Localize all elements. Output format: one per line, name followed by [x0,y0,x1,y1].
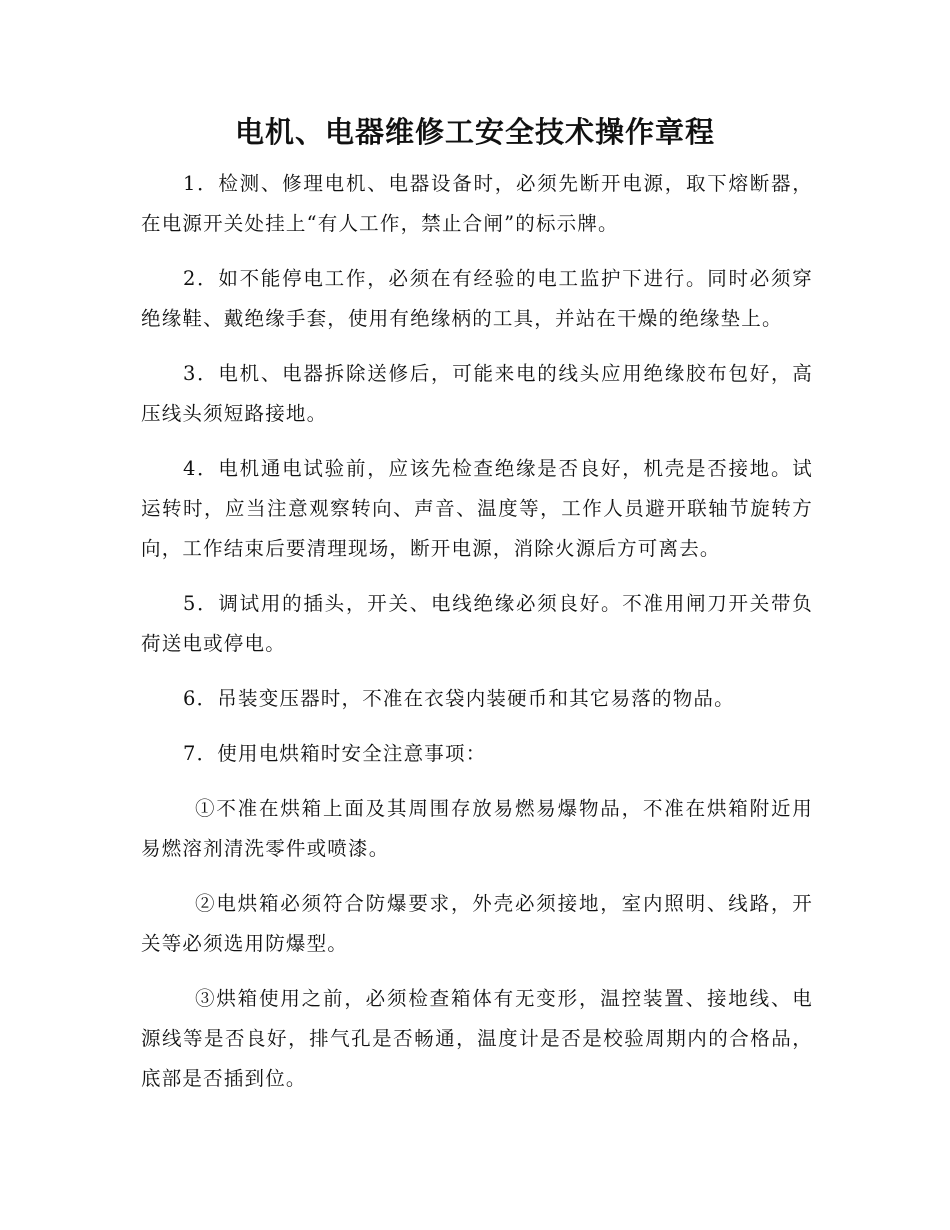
document-body [141,164,813,1114]
subitem-2: ②电烘箱必须符合防爆要求，外壳必须接地，室内照明、线路，开关等必须选用防爆型。 [141,892,813,955]
paragraph-3: 3．电机、电器拆除送修后，可能来电的线头应用绝缘胶布包好，高压线头须短路接地。 [141,362,813,425]
paragraph-4: 4．电机通电试验前，应该先检查绝缘是否良好，机壳是否接地。试运转时，应当注意观察转向、声音、温度等，工作人员避开联轴节旋转方向，工作结束后要清理现场，断开电源，消除火源后方可离去。 [141,457,813,560]
paragraph-5: 5．调试用的插头，开关、电线绝缘必须良好。不准用闸刀开关带负荷送电或停电。 [141,592,813,655]
paragraph-1: 1．检测、修理电机、电器设备时，必须先断开电源，取下熔断器，在电源开关处挂上“有人工作，禁止合闸”的标示牌。 [141,172,813,235]
subitem-3: ③烘箱使用之前，必须检查箱体有无变形，温控装置、接地线、电源线等是否良好，排气孔是否畅通，温度计是否是校验周期内的合格品，底部是否插到位。 [141,987,813,1090]
document-title: 电机、电器维修工安全技术操作章程 [234,115,715,149]
subitem-1: ①不准在烘箱上面及其周围存放易燃易爆物品，不准在烘箱附近用易燃溶剂清洗零件或喷漆。 [141,797,813,860]
paragraph-6: 6．吊装变压器时，不准在衣袋内装硬币和其它易落的物品。 [183,687,735,710]
paragraph-7: 7．使用电烘箱时安全注意事项： [183,742,487,765]
paragraph-2: 2．如不能停电工作，必须在有经验的电工监护下进行。同时必须穿绝缘鞋、戴绝缘手套，使用有绝缘柄的工具，并站在干燥的绝缘垫上。 [141,267,813,330]
